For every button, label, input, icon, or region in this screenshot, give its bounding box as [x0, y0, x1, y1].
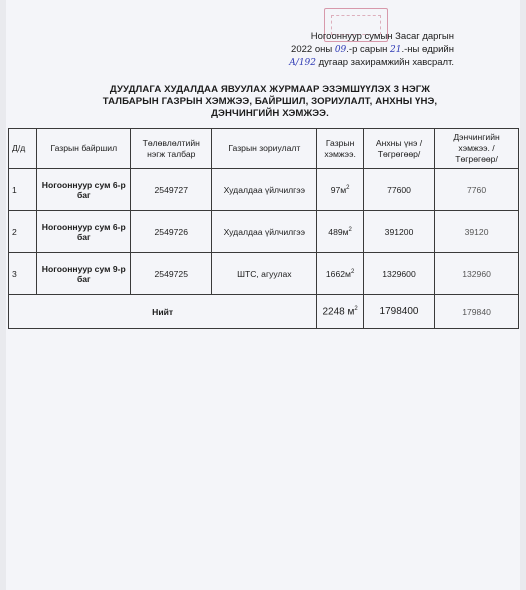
- header-year-text: 2022 оны: [291, 44, 333, 55]
- header-parcel: Төлөвлөлтийн нэгж талбар: [131, 129, 212, 169]
- cell-price: 77600: [363, 169, 434, 211]
- table-total-row: [9, 295, 519, 329]
- cell-purpose: ШТС, агуулах: [212, 253, 317, 295]
- table-row: [9, 211, 519, 253]
- header-dd: Д/д: [9, 129, 37, 169]
- land-parcels-table: [8, 128, 519, 329]
- area-value: 489м: [328, 226, 349, 237]
- total-area-unit-sup: 2: [354, 305, 358, 312]
- area-unit-sup: 2: [348, 226, 352, 233]
- cell-deposit: 39120: [435, 211, 519, 253]
- cell-parcel: 2549727: [131, 169, 212, 211]
- title-line-2: ТАЛБАРЫН ГАЗРЫН ХЭМЖЭЭ, БАЙРШИЛ, ЗОРИУЛАЛТ, АНХНЫ ҮНЭ,: [102, 96, 438, 107]
- cell-dd: 1: [9, 169, 37, 211]
- header-number-handwritten: A/192: [289, 58, 316, 68]
- cell-location: Ногооннуур сум 6-р баг: [37, 211, 131, 253]
- title-line-3: ДЭНЧИНГИЙН ХЭМЖЭЭ.: [211, 108, 329, 119]
- cell-dd: 3: [9, 253, 37, 295]
- cell-location: Ногооннуур сум 9-р баг: [37, 253, 131, 295]
- area-value: 1662м: [325, 268, 351, 279]
- table-row: [9, 253, 519, 295]
- area-unit-sup: 2: [346, 184, 350, 191]
- total-area-value: 2248 м: [322, 306, 355, 318]
- header-deposit: Дэнчингийн хэмжээ. /Төгрөгөөр/: [435, 129, 519, 169]
- header-price: Анхны үнэ /Төгрөгөөр/: [363, 129, 434, 169]
- cell-total-price: 1798400: [363, 295, 434, 329]
- header-line-2: [291, 44, 454, 56]
- cell-price: 391200: [363, 211, 434, 253]
- cell-location: Ногооннуур сум 6-р баг: [37, 169, 131, 211]
- cell-price: 1329600: [363, 253, 434, 295]
- header-area: Газрын хэмжээ.: [317, 129, 364, 169]
- title-line-1: ДУУДЛАГА ХУДАЛДАА ЯВУУЛАХ ЖУРМААР ЭЗЭМШҮҮЛЭХ 3 НЭГЖ: [109, 84, 431, 95]
- cell-area: [317, 169, 364, 211]
- cell-area: [317, 211, 364, 253]
- cell-parcel: 2549726: [131, 211, 212, 253]
- area-value: 97м: [330, 184, 347, 195]
- cell-purpose: Худалдаа үйлчилгээ: [212, 169, 317, 211]
- header-day-suffix: .-ны өдрийн: [401, 44, 454, 55]
- document-title: [60, 84, 480, 120]
- header-month-suffix: .-р сарын: [346, 44, 388, 55]
- header-location: Газрын байршил: [37, 129, 131, 169]
- cell-deposit: 7760: [435, 169, 519, 211]
- cell-total-area: [317, 295, 364, 329]
- cell-total-deposit: 179840: [435, 295, 519, 329]
- table-row: [9, 169, 519, 211]
- header-day-handwritten: 21: [390, 45, 402, 55]
- cell-total-label: Нийт: [9, 295, 317, 329]
- cell-parcel: 2549725: [131, 253, 212, 295]
- cell-deposit: 132960: [435, 253, 519, 295]
- table-header-row: [9, 129, 519, 169]
- header-month-handwritten: 09: [334, 45, 347, 55]
- header-line-3: [289, 57, 454, 69]
- header-appendix-text: дугаар захирамжийн хавсралт.: [318, 57, 454, 68]
- header-purpose: Газрын зориулалт: [212, 129, 317, 169]
- area-unit-sup: 2: [350, 268, 355, 275]
- header-line-1: Ногооннуур сумын Засаг даргын: [310, 31, 454, 42]
- cell-dd: 2: [9, 211, 37, 253]
- cell-purpose: Худалдаа үйлчилгээ: [212, 211, 317, 253]
- cell-area: [317, 253, 364, 295]
